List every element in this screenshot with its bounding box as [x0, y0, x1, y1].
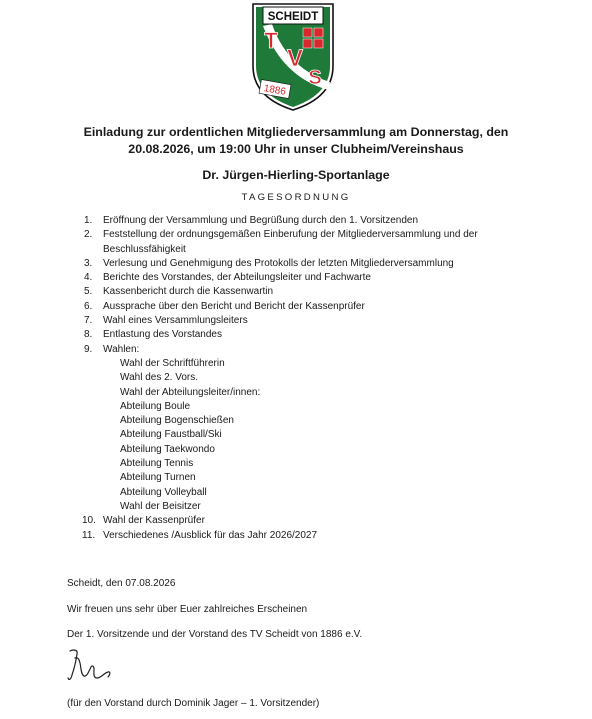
election-item: Abteilung Faustball/Ski — [120, 429, 222, 441]
agenda-list — [84, 214, 504, 543]
agenda-item-text: Eröffnung der Versammlung und Begrüßung durch den 1. Vorsitzenden — [103, 215, 419, 226]
agenda-item-text: Kassenbericht durch die Kassenwartin — [103, 286, 274, 298]
handwritten-signature — [64, 645, 130, 687]
club-logo — [250, 2, 336, 112]
date-line: Scheidt, den 07.08.2026 — [67, 578, 176, 589]
election-item: Abteilung Turnen — [120, 472, 196, 484]
agenda-item — [84, 300, 504, 314]
agenda-item-text: Verlesung und Genehmigung des Protokolls der letzten Mitgliederversammlung — [103, 257, 454, 269]
invitation-title — [40, 124, 552, 158]
agenda-item-number: 4. — [84, 272, 93, 284]
venue-name: Dr. Jürgen-Hierling-Sportanlage — [202, 168, 390, 182]
election-item: Abteilung Volleyball — [120, 486, 207, 498]
signature-icon — [64, 645, 130, 687]
greeting-line: Wir freuen uns sehr über Euer zahlreiches Erscheinen — [67, 604, 308, 615]
election-list — [103, 357, 504, 514]
svg-text:1886: 1886 — [262, 83, 287, 98]
agenda-item — [84, 529, 504, 543]
agenda-item-number: 6. — [84, 300, 93, 312]
svg-text:T: T — [264, 28, 278, 53]
agenda-item — [84, 314, 504, 328]
agenda-item-number: 1. — [84, 215, 93, 226]
agenda-item-text: Aussprache über den Bericht und Bericht der Kassenprüfer — [103, 300, 365, 312]
signoff-line: Der 1. Vorsitzende und der Vorstand des TV Scheidt von 1886 e.V. — [67, 629, 363, 640]
svg-text:V: V — [286, 45, 304, 72]
agenda-item-text: Entlastung des Vorstandes — [103, 329, 222, 341]
invitation-title-line-2: 20.08.2026, um 19:00 Uhr in unser Clubheim/Vereinshaus — [128, 142, 464, 156]
agenda-item — [84, 328, 504, 342]
agenda-item — [84, 214, 504, 228]
agenda-item-number: 10. — [82, 515, 96, 527]
election-item: Abteilung Tennis — [120, 458, 194, 470]
agenda-item — [84, 271, 504, 285]
agenda-item — [84, 285, 504, 299]
agenda-item-text: Wahlen: — [103, 343, 140, 355]
agenda-item — [84, 228, 504, 257]
invitation-title-line-1: Einladung zur ordentlichen Mitgliederversammlung am Donnerstag, den — [83, 125, 509, 139]
election-item: Wahl der Beisitzer — [120, 500, 201, 512]
agenda-item-text: Wahl der Kassenprüfer — [103, 515, 205, 527]
club-crest-icon — [250, 2, 336, 112]
agenda-item-number: 7. — [84, 315, 93, 327]
agenda-item-text: Berichte des Vorstandes, der Abteilungsleiter und Fachwarte — [103, 272, 371, 284]
agenda-item — [84, 257, 504, 271]
election-item: Abteilung Bogenschießen — [120, 415, 234, 427]
election-item: Wahl der Abteilungsleiter/innen: — [120, 386, 261, 398]
agenda-item-text: Verschiedenes /Ausblick für das Jahr 2026/2027 — [103, 529, 318, 541]
agenda-item-number: 8. — [84, 329, 93, 341]
election-item: Wahl der Schriftführerin — [120, 357, 225, 369]
svg-text:SCHEIDT: SCHEIDT — [267, 11, 319, 23]
agenda-item-number: 9. — [84, 343, 93, 355]
agenda-item-text: Feststellung der ordnungsgemäßen Einberufung der Mitgliederversammlung und der Beschlussfähigkeit — [103, 229, 478, 255]
svg-text:S: S — [308, 67, 322, 89]
agenda-item-number: 11. — [82, 529, 96, 541]
election-item: Wahl des 2. Vors. — [120, 372, 198, 384]
agenda-item-elections — [84, 343, 504, 515]
agenda-item — [84, 514, 504, 528]
agenda-item-number: 3. — [84, 257, 93, 269]
agenda-heading: TAGESORDNUNG — [241, 192, 351, 203]
signer-line: (für den Vorstand durch Dominik Jager – 1. Vorsitzender) — [67, 698, 320, 709]
election-item: Abteilung Taekwondo — [120, 443, 215, 455]
agenda-item-number: 2. — [84, 229, 93, 241]
agenda-item-number: 5. — [84, 286, 93, 298]
election-item: Abteilung Boule — [120, 400, 191, 412]
agenda-item-text: Wahl eines Versammlungsleiters — [103, 315, 248, 327]
